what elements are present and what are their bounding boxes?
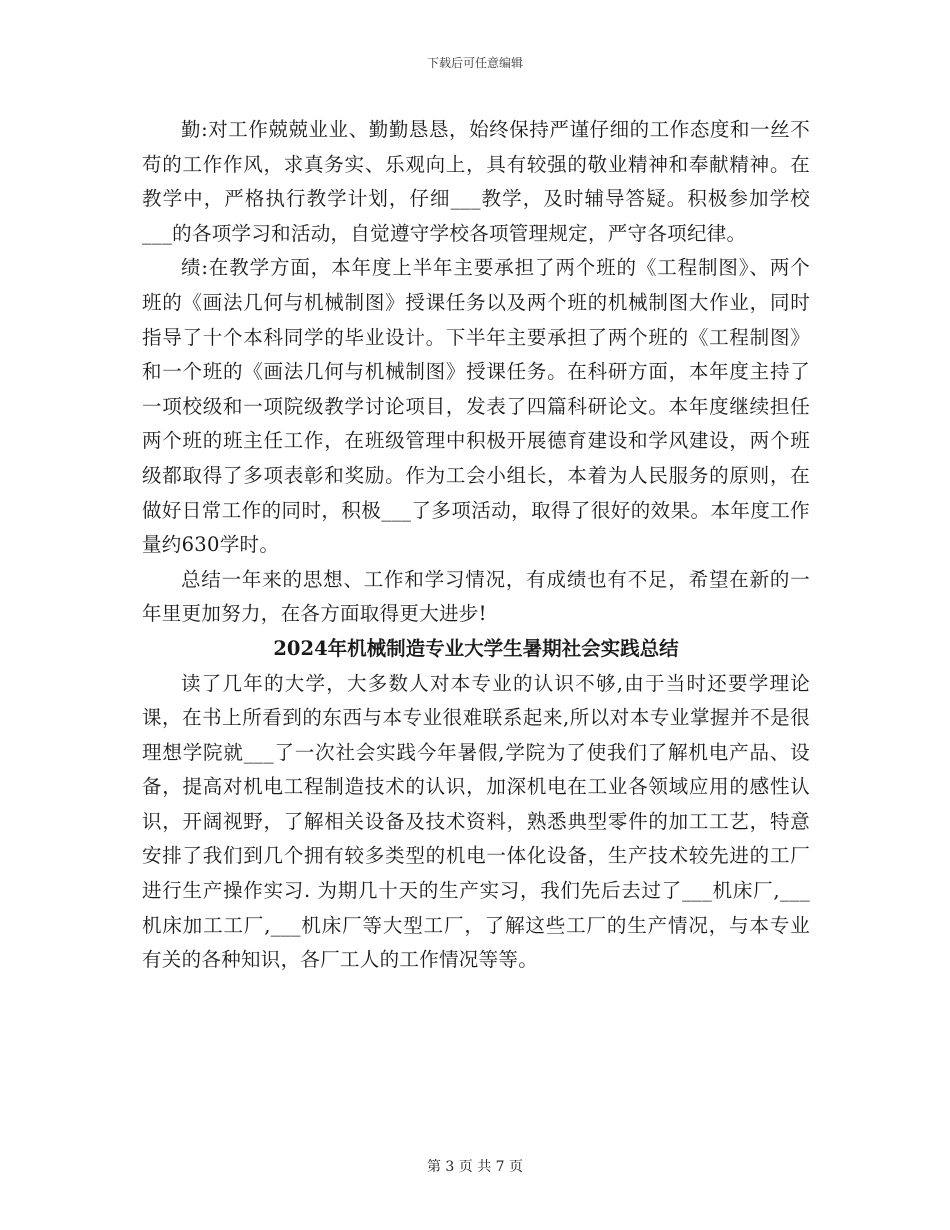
paragraph-practice: 读了几年的大学，大多数人对本专业的认识不够,由于当时还要学理论课，在书上所看到的东西与本专业很难联系起来,所以对本专业掌握并不是很理想学院就___了一次社会实践今年暑假,学院为了使我们了解机电产品、设备，提高对机电工程制造技术的认识，加深机电在工业各领域应用的感性认识，开阔视野，了解相关设备及技术资料，熟悉典型零件的加工工艺，特意安排了我们到几个拥有较多类型的机电一体化设备，生产技术较先进的工厂进行生产操作实习. 为期几十天的生产实习，我们先后去过了___机床厂,___机床加工工厂,___机床厂等大型工厂，了解这些工厂的生产情况，与本专业有关的各种知识，各厂工人的工作情况等等。 — [142, 671, 810, 972]
section-title: 2024年机械制造专业大学生暑期社会实践总结 — [273, 636, 679, 660]
page-number-footer: 第 3 页 共 7 页 — [426, 1159, 524, 1175]
paragraph-diligence: 勤:对工作兢兢业业、勤勤恳恳，始终保持严谨仔细的工作态度和一丝不苟的工作作风，求真务实、乐观向上，具有较强的敬业精神和奉献精神。在教学中，严格执行教学计划，仔细___教学，及时辅导答疑。积极参加学校___的各项学习和活动，自觉遵守学校各项管理规定，严守各项纪律。 — [142, 118, 810, 245]
paragraph-summary: 总结一年来的思想、工作和学习情况，有成绩也有不足，希望在新的一年里更加努力，在各方面取得更大进步! — [142, 567, 810, 626]
paragraph-achievements: 绩:在教学方面，本年度上半年主要承担了两个班的《工程制图》、两个班的《画法几何与机械制图》授课任务以及两个班的机械制图大作业，同时指导了十个本科同学的毕业设计。下半年主要承担了两个班的《工程制图》和一个班的《画法几何与机械制图》授课任务。在科研方面，本年度主持了一项校级和一项院级教学讨论项目，发表了四篇科研论文。本年度继续担任两个班的班主任工作，在班级管理中积极开展德育建设和学风建设，两个班级都取得了多项表彰和奖励。作为工会小组长，本着为人民服务的原则，在做好日常工作的同时，积极___了多项活动，取得了很好的效果。本年度工作量约630学时。 — [142, 256, 810, 557]
header-note: 下载后可任意编辑 — [426, 56, 523, 70]
document-body — [142, 113, 810, 978]
